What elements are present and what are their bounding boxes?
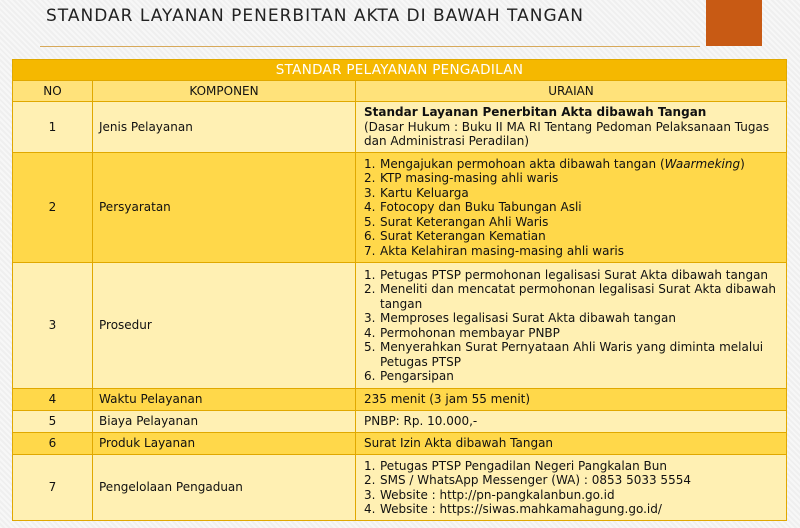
column-header-no: NO <box>13 81 93 102</box>
table-row <box>13 411 787 433</box>
procedure-list <box>364 268 780 384</box>
row-number: 3 <box>13 263 93 389</box>
column-header-komponen: KOMPONEN <box>93 81 356 102</box>
row-number: 6 <box>13 433 93 455</box>
list-item: Website : https://siwas.mahkamahagung.go.id/ <box>380 502 662 516</box>
row-component: Pengelolaan Pengaduan <box>93 455 356 521</box>
row-number: 1 <box>13 102 93 153</box>
row-number: 4 <box>13 389 93 411</box>
row-description <box>356 455 787 521</box>
list-item: Akta Kelahiran masing-masing ahli waris <box>380 243 624 258</box>
row-number: 5 <box>13 411 93 433</box>
page-title: STANDAR LAYANAN PENERBITAN AKTA DI BAWAH TANGAN <box>46 6 584 26</box>
list-item: Petugas PTSP permohonan legalisasi Surat Akta dibawah tangan <box>380 267 769 282</box>
row-component: Persyaratan <box>93 153 356 263</box>
row-description <box>356 153 787 263</box>
list-item: Petugas PTSP Pengadilan Negeri Pangkalan Bun <box>380 458 667 473</box>
list-item: SMS / WhatsApp Messenger (WA) : 0853 5033 5554 <box>380 473 691 487</box>
table-title: STANDAR PELAYANAN PENGADILAN <box>13 60 787 81</box>
row-component: Prosedur <box>93 263 356 389</box>
row-description: PNBP: Rp. 10.000,- <box>356 411 787 433</box>
list-item: Menyerahkan Surat Pernyataan Ahli Waris yang diminta melalui Petugas PTSP <box>380 340 764 369</box>
list-item: KTP masing-masing ahli waris <box>380 171 559 186</box>
list-item: Fotocopy dan Buku Tabungan Asli <box>380 200 582 215</box>
service-name: Standar Layanan Penerbitan Akta dibawah Tangan <box>364 105 707 120</box>
list-item: Permohonan membayar PNBP <box>380 325 560 340</box>
list-item: Kartu Keluarga <box>380 185 469 200</box>
row-component: Jenis Pelayanan <box>93 102 356 153</box>
decorative-accent-block <box>706 0 762 46</box>
row-description: 235 menit (3 jam 55 menit) <box>356 389 787 411</box>
column-header-uraian: URAIAN <box>356 81 787 102</box>
service-standard-table <box>12 59 787 521</box>
list-item: Memproses legalisasi Surat Akta dibawah tangan <box>380 311 676 325</box>
row-component: Biaya Pelayanan <box>93 411 356 433</box>
list-item: Surat Keterangan Ahli Waris <box>380 214 549 229</box>
list-item: Mengajukan permohoan akta dibawah tangan (Waarmeking) <box>380 156 745 171</box>
row-description <box>356 263 787 389</box>
title-divider <box>40 46 700 47</box>
list-item: Meneliti dan mencatat permohonan legalisasi Surat Akta dibawah tangan <box>380 282 777 311</box>
row-number: 2 <box>13 153 93 263</box>
list-item: Pengarsipan <box>380 369 454 383</box>
list-item: Website : http://pn-pangkalanbun.go.id <box>380 487 615 502</box>
complaint-channels-list <box>364 459 780 517</box>
table-row <box>13 389 787 411</box>
list-item: Surat Keterangan Kematian <box>380 229 546 244</box>
row-description: Surat Izin Akta dibawah Tangan <box>356 433 787 455</box>
legal-basis: (Dasar Hukum : Buku II MA RI Tentang Pedoman Pelaksanaan Tugas dan Administrasi Peradilan) <box>364 119 770 149</box>
table-row <box>13 102 787 153</box>
requirements-list <box>364 157 780 259</box>
row-component: Produk Layanan <box>93 433 356 455</box>
row-description <box>356 102 787 153</box>
table-row <box>13 455 787 521</box>
table-row <box>13 263 787 389</box>
row-number: 7 <box>13 455 93 521</box>
table-row <box>13 153 787 263</box>
row-component: Waktu Pelayanan <box>93 389 356 411</box>
table-row <box>13 433 787 455</box>
